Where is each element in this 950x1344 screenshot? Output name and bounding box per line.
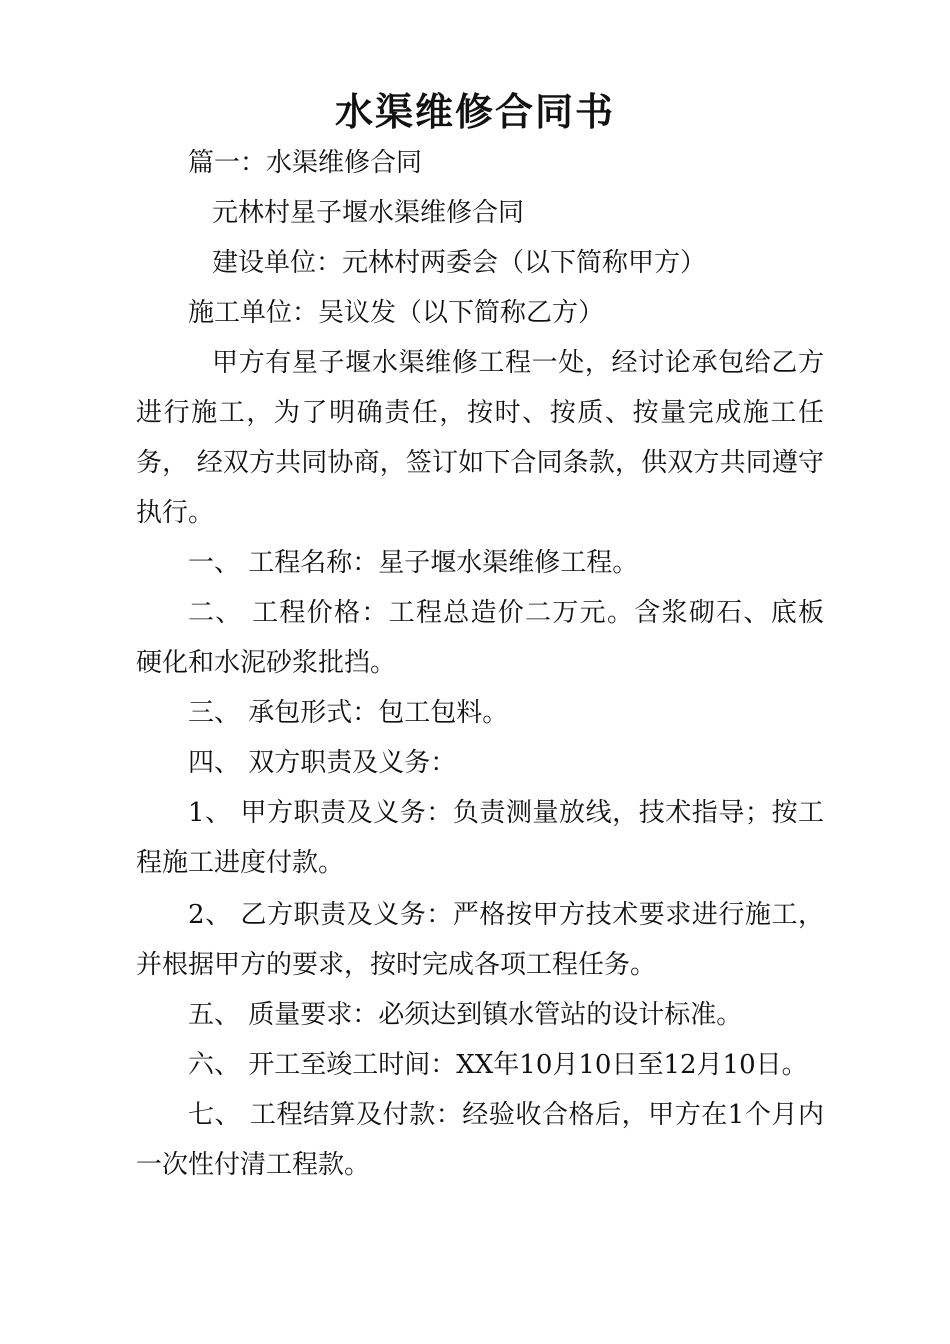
clause-2-line-1: 二、 工程价格：工程总造价二万元。含浆砌石、底板: [188, 598, 824, 628]
intro-line-4: 执行。: [136, 498, 215, 528]
duty-2-line-2: 并根据甲方的要求，按时完成各项工程任务。: [136, 950, 657, 980]
contract-subtitle: 元林村星子堰水渠维修合同: [212, 198, 525, 228]
clause-7-line-1: 七、 工程结算及付款：经验收合格后，甲方在1个月内: [188, 1100, 824, 1130]
clause-6: 六、 开工至竣工时间：XX年10月10日至12月10日。: [188, 1050, 808, 1080]
intro-line-3: 务， 经双方共同协商，签订如下合同条款，供双方共同遵守: [136, 448, 824, 478]
party-b-line: 施工单位：吴议发（以下简称乙方）: [188, 298, 605, 328]
party-a-line: 建设单位：元林村两委会（以下简称甲方）: [212, 248, 707, 278]
duty-2-line-1: 2、 乙方职责及义务：严格按甲方技术要求进行施工，: [188, 900, 824, 930]
clause-1: 一、 工程名称：星子堰水渠维修工程。: [188, 548, 639, 578]
intro-line-2: 进行施工，为了明确责任，按时、按质、按量完成施工任: [136, 398, 824, 428]
document-title: 水渠维修合同书: [334, 89, 615, 134]
clause-2-line-2: 硬化和水泥砂浆批挡。: [136, 648, 397, 678]
clause-7-line-2: 一次性付清工程款。: [136, 1150, 371, 1180]
clause-3: 三、 承包形式：包工包料。: [188, 698, 509, 728]
intro-line-1: 甲方有星子堰水渠维修工程一处，经讨论承包给乙方: [212, 348, 824, 378]
section-heading: 篇一：水渠维修合同: [188, 148, 423, 178]
duty-1-line-2: 程施工进度付款。: [136, 848, 345, 878]
duty-1-line-1: 1、 甲方职责及义务：负责测量放线，技术指导；按工: [188, 798, 824, 828]
clause-4: 四、 双方职责及义务：: [188, 748, 457, 778]
clause-5: 五、 质量要求：必须达到镇水管站的设计标准。: [188, 1000, 743, 1030]
